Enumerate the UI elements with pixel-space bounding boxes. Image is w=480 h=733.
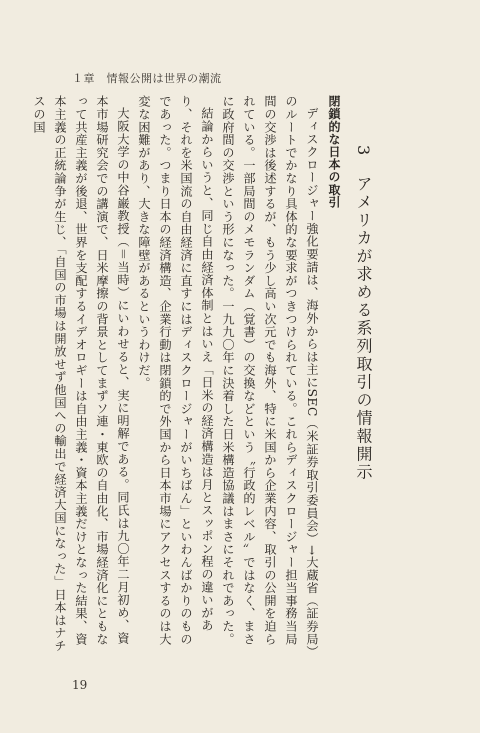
running-header: １章 情報公開は世界の潮流 — [72, 72, 222, 85]
paragraph-2: 結論からいうと、同じ自由経済体制とはいえ「日米の経済構造は月とスッポン程の違いがあり、それを米国流の自由経済に直すにはディスクロージャーがいちばん」といわんばかりのものであった。つまり日本の経済構造、企業行動は閉鎖的で外国から日本市場にアクセスするのは大変な困難があり、大きな障壁があるというわけだ。 — [137, 95, 214, 646]
paragraph-3: 大阪大学の中谷巌教授（＝当時）にいわせると、実に明解である。同氏は九〇年二月初め、資本市場研究会での講演で、日米摩擦の背景としてまずソ連・東欧の自由化、市場経済化にともなって共産主義が後退、世界を支配するイデオロギーは自由主義・資本主義だけとなった結果、資本主義の正統論争が生じ、「自国の市場は開放せず他国への輸出で経済大国になった」日本はナチスの国 — [32, 95, 130, 653]
page-body — [32, 95, 420, 655]
section-number: 3 — [354, 145, 373, 158]
section-title — [346, 105, 410, 645]
paragraph-1: ディスクロージャー強化要請は、海外からは主にSEC（米証券取引委員会）→大蔵省（証券局）のルートでかなり具体的な要求がつきつけられている。これらディスクロージャー担当事務当局間の交渉は後述するが、もう少し高い次元でも海外、特に米国から企業内容、取引の公開を迫られている。一部局間のメモランダム（覚書）の交換などという〝行政的レベル〟ではなく、まさに政府間の交渉という形になった。一九九〇年に決着した日米構造協議はまさにそれであった。 — [221, 95, 319, 653]
subheading: 閉鎖的な日本の取引 — [327, 95, 341, 209]
page-number: 19 — [72, 678, 88, 692]
section-title-text: アメリカが求める系列取引の情報開示 — [354, 175, 373, 482]
